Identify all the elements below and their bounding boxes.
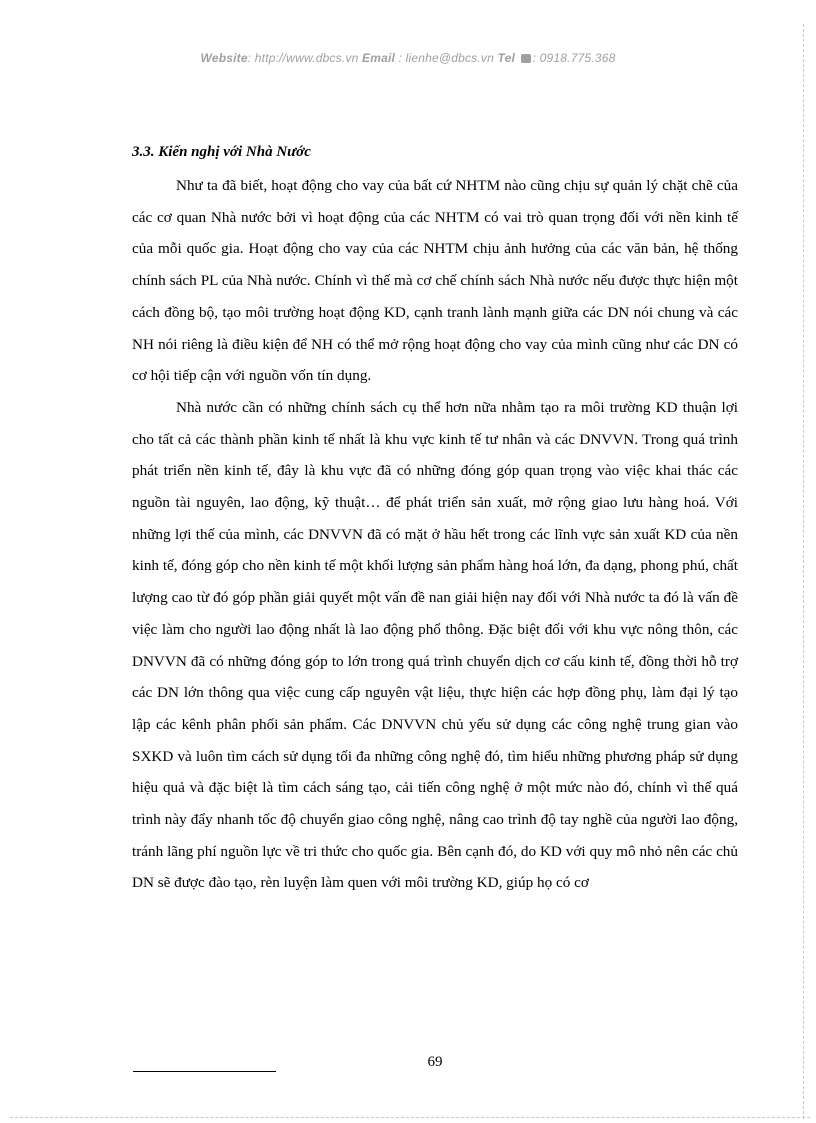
paragraph-2: Nhà nước cần có những chính sách cụ thể hơn nữa nhằm tạo ra môi trường KD thuận lợi cho tất cả các thành phần kinh tế nhất là khu vực kinh tế tư nhân và các DNVVN. Trong quá trình phát triển nền kinh tế, đây là khu vực đã có những đóng góp quan trọng vào việc khai thác các nguồn tài nguyên, lao động, kỹ thuật… để phát triển sản xuất, mở rộng giao lưu hàng hoá. Với những lợi thế của mình, các DNVVN đã có mặt ở hầu hết trong các lĩnh vực sản xuất KD của nền kinh tế, đóng góp cho nền kinh tế một khối lượng sản phẩm hàng hoá lớn, đa dạng, phong phú, chất lượng cao từ đó góp phần giải quyết một vấn đề nan giải hiện nay đối với Nhà nước ta đó là vấn đề việc làm cho người lao động nhất là lao động phổ thông. Đặc biệt đối với khu vực nông thôn, các DNVVN đã có những đóng góp to lớn trong quá trình chuyển dịch cơ cấu kinh tế, đồng thời hỗ trợ các DN lớn thông qua việc cung cấp nguyên vật liệu, thực hiện các hợp đồng phụ, làm đại lý tạo lập các kênh phân phối sản phẩm. Các DNVVN chủ yếu sử dụng các công nghệ trung gian vào SXKD và luôn tìm cách sử dụng tối đa những công nghệ đó, tìm hiểu những phương pháp sử dụng hiệu quả và đặc biệt là tìm cách sáng tạo, cải tiến công nghệ ở một mức nào đó, chính vì thế quá trình này đẩy nhanh tốc độ chuyển giao công nghệ, nâng cao trình độ tay nghề của người lao động, tránh lãng phí nguồn lực về tri thức cho quốc gia. Bên cạnh đó, do KD với quy mô nhỏ nên các chủ DN sẽ được đào tạo, rèn luyện làm quen với môi trường KD, giúp họ có cơ (132, 398, 738, 892)
email-address: : lienhe@dbcs.vn (398, 51, 494, 65)
section-title: 3.3. Kiến nghị với Nhà Nước (132, 144, 311, 160)
website-label: Website (200, 51, 248, 65)
page-border-bottom (10, 1117, 810, 1118)
page-number: 69 (427, 1054, 443, 1070)
website-url: : http://www.dbcs.vn (247, 51, 359, 65)
tel-number: : 0918.775.368 (532, 51, 616, 65)
footnote-separator (133, 1071, 276, 1072)
page-border-right (803, 24, 804, 1119)
paragraph-1: Như ta đã biết, hoạt động cho vay của bất cứ NHTM nào cũng chịu sự quản lý chặt chẽ của các cơ quan Nhà nước bởi vì hoạt động của các NHTM có vai trò quan trọng đối với nền kinh tế của mỗi quốc gia. Hoạt động cho vay của các NHTM chịu ảnh hưởng của các văn bản, hệ thống chính sách PL của Nhà nước. Chính vì thế mà cơ chế chính sách Nhà nước nếu được thực hiện một cách đồng bộ, tạo môi trường hoạt động KD, cạnh tranh lành mạnh giữa các DN nói chung và các NH nói riêng là điều kiện để NH có thể mở rộng hoạt động cho vay của mình cũng như các DN có cơ hội tiếp cận với nguồn vốn tín dụng. (132, 177, 738, 385)
tel-label: Tel (497, 51, 516, 65)
email-label: Email (362, 51, 396, 65)
body-text (132, 170, 738, 899)
page-header (0, 51, 816, 65)
phone-icon (521, 54, 531, 63)
